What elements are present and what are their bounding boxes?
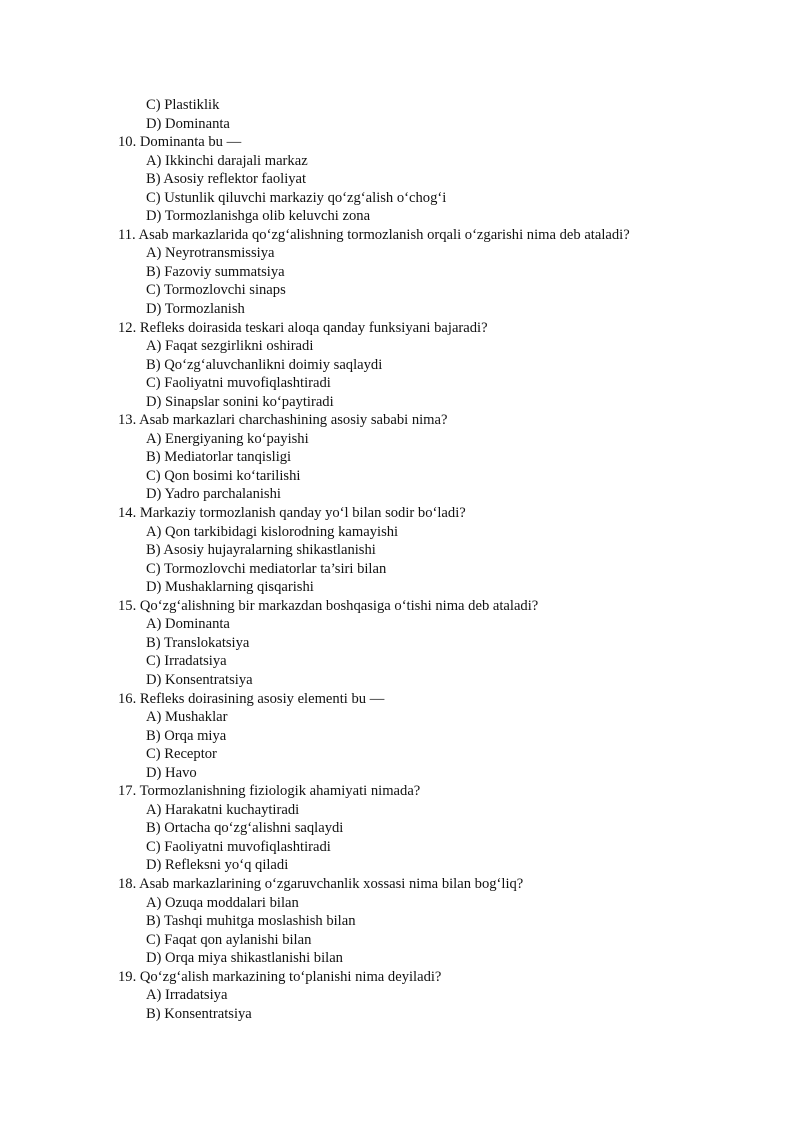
answer-option: B) Konsentratsiya — [146, 1005, 252, 1022]
answer-option: C) Faoliyatni muvofiqlashtiradi — [146, 375, 331, 392]
answer-option: B) Asosiy reflektor faoliyat — [146, 171, 307, 188]
answer-option: B) Orqa miya — [146, 727, 227, 744]
answer-option: C) Plastiklik — [146, 97, 220, 113]
answer-option: A) Ozuqa moddalari bilan — [146, 894, 299, 911]
question-text: 10. Dominanta bu — — [118, 134, 242, 151]
answer-option: C) Faoliyatni muvofiqlashtiradi — [146, 838, 331, 855]
answer-option: B) Translokatsiya — [146, 634, 250, 651]
answer-option: A) Dominanta — [146, 616, 230, 633]
question-text: 13. Asab markazlari charchashining asosiy sababi nima? — [118, 412, 448, 429]
answer-option: C) Ustunlik qiluvchi markaziy qo‘zg‘alish o‘chog‘i — [146, 189, 447, 206]
answer-option: B) Qo‘zg‘aluvchanlikni doimiy saqlaydi — [146, 356, 383, 373]
answer-option: A) Qon tarkibidagi kislorodning kamayishi — [146, 523, 399, 540]
question-text: 11. Asab markazlarida qo‘zg‘alishning tormozlanish orqali o‘zgarishi nima deb ataladi? — [118, 226, 630, 243]
question-text: 14. Markaziy tormozlanish qanday yo‘l bilan sodir bo‘ladi? — [118, 505, 466, 522]
answer-option: D) Tormozlanishga olib keluvchi zona — [146, 208, 371, 225]
question-text: 15. Qo‘zg‘alishning bir markazdan boshqasiga o‘tishi nima deb ataladi? — [118, 597, 539, 614]
answer-option: B) Tashqi muhitga moslashish bilan — [146, 913, 356, 930]
answer-option: C) Receptor — [146, 746, 217, 763]
answer-option: B) Fazoviy summatsiya — [146, 263, 285, 280]
answer-option: B) Ortacha qo‘zg‘alishni saqlaydi — [146, 820, 344, 837]
answer-option: A) Energiyaning ko‘payishi — [146, 430, 309, 447]
answer-option: D) Sinapslar sonini ko‘paytiradi — [146, 393, 334, 410]
question-text: 12. Refleks doirasida teskari aloqa qanday funksiyani bajaradi? — [118, 319, 488, 336]
question-text: 16. Refleks doirasining asosiy elementi bu — — [118, 690, 385, 707]
answer-option: C) Qon bosimi ko‘tarilishi — [146, 467, 301, 484]
answer-option: D) Refleksni yo‘q qiladi — [146, 857, 289, 874]
answer-option: D) Dominanta — [146, 115, 230, 132]
answer-option: D) Tormozlanish — [146, 301, 245, 318]
answer-option: B) Asosiy hujayralarning shikastlanishi — [146, 542, 376, 559]
answer-option: C) Tormozlovchi sinaps — [146, 282, 286, 299]
answer-option: A) Faqat sezgirlikni oshiradi — [146, 338, 314, 355]
answer-option: D) Mushaklarning qisqarishi — [146, 579, 314, 596]
answer-option: A) Neyrotransmissiya — [146, 245, 275, 262]
answer-option: C) Tormozlovchi mediatorlar ta’siri bilan — [146, 560, 387, 577]
answer-option: D) Konsentratsiya — [146, 671, 253, 688]
answer-option: A) Irradatsiya — [146, 987, 228, 1004]
document-page — [0, 96, 800, 1023]
answer-option: D) Havo — [146, 764, 197, 781]
answer-option: A) Harakatni kuchaytiradi — [146, 801, 300, 818]
answer-option: C) Irradatsiya — [146, 653, 227, 670]
question-text: 19. Qo‘zg‘alish markazining to‘planishi nima deyiladi? — [118, 968, 442, 985]
answer-option: D) Yadro parchalanishi — [146, 486, 281, 503]
answer-option: A) Ikkinchi darajali markaz — [146, 152, 308, 169]
question-text: 18. Asab markazlarining o‘zgaruvchanlik xossasi nima bilan bog‘liq? — [118, 875, 524, 892]
answer-option: A) Mushaklar — [146, 709, 228, 726]
answer-option: D) Orqa miya shikastlanishi bilan — [146, 950, 343, 967]
answer-option: B) Mediatorlar tanqisligi — [146, 449, 292, 466]
answer-option: C) Faqat qon aylanishi bilan — [146, 931, 312, 948]
question-text: 17. Tormozlanishning fiziologik ahamiyati nimada? — [118, 783, 421, 800]
